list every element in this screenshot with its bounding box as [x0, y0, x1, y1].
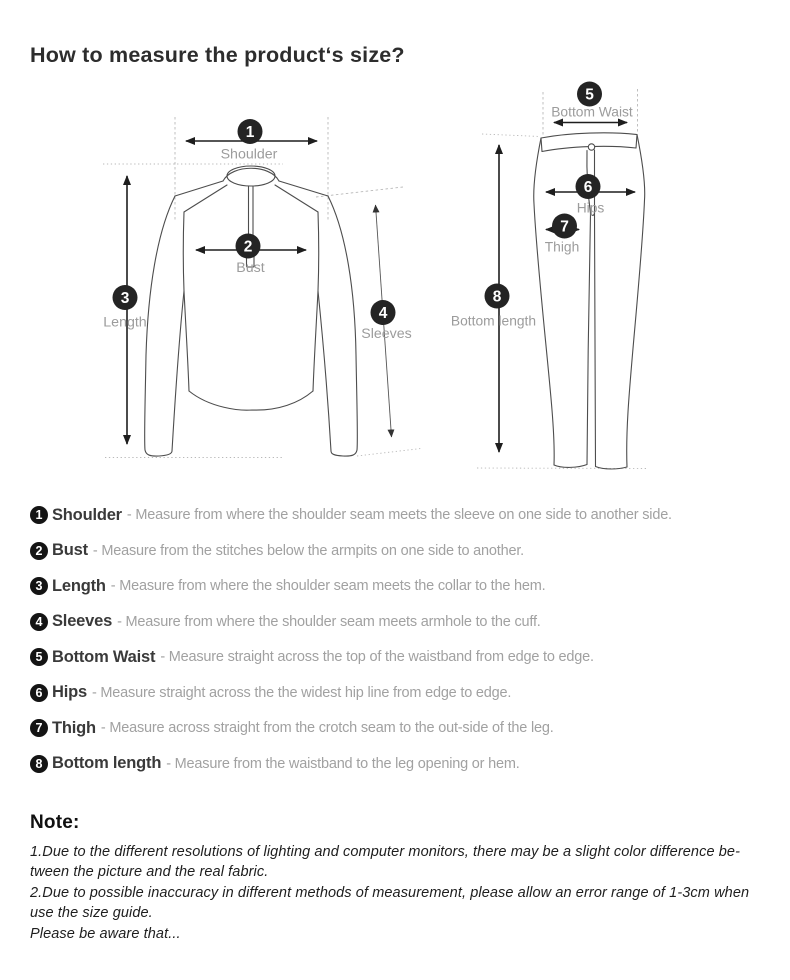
waist-button: [588, 144, 594, 150]
pants-outer-left: [534, 138, 554, 465]
thigh-badge: [552, 214, 577, 239]
note-heading: Note:: [30, 812, 80, 833]
note-line-2: tween the picture and the real fabric.: [30, 864, 269, 881]
item-number-badge: 8: [30, 755, 48, 773]
item-label: Shoulder: [52, 505, 122, 524]
item-description: - Measure across straight from the crotch seam to the out-side of the leg.: [100, 720, 554, 736]
pants-inner-left: [587, 214, 591, 465]
item-number-badge: 6: [30, 684, 48, 702]
armhole-left: [183, 212, 184, 291]
sleeves-badge-number: 4: [378, 305, 388, 322]
note-section: [30, 812, 775, 944]
bottom-length-guide-top: [482, 134, 540, 137]
bust-badge: [236, 234, 261, 259]
bottom-length-label: Bottom length: [450, 313, 537, 329]
item-label: Bottom Waist: [52, 647, 156, 666]
measurement-item-sleeves: [30, 612, 765, 632]
shirt-outline: [145, 166, 358, 456]
bust-badge-number: 2: [243, 238, 253, 256]
length-label: Length: [103, 314, 147, 331]
waistband-top: [541, 133, 637, 138]
shoulder-slope-right: [279, 181, 328, 196]
bottom-length-badge: [485, 284, 510, 309]
shoulder-badge-number: 1: [245, 124, 255, 141]
hips-label: Hips: [576, 200, 605, 216]
item-number-badge: 5: [30, 648, 48, 666]
length-badge: [113, 285, 138, 310]
item-description: - Measure straight across the top of the waistband from edge to edge.: [160, 649, 594, 665]
item-label: Bust: [52, 541, 88, 559]
leg-hem-left: [554, 465, 587, 468]
item-label: Bottom length: [52, 754, 162, 772]
leg-hem-right: [596, 467, 628, 470]
item-label: Sleeves: [52, 612, 113, 630]
pants-outer-right: [627, 135, 645, 468]
item-label: Length: [52, 576, 106, 595]
bottom-length-badge-number: 8: [492, 288, 502, 306]
page-title: How to measure the product‘s size?: [30, 43, 405, 67]
raglan-seam-left: [184, 185, 227, 212]
pants-arrows: [499, 123, 635, 453]
note-line-1: 1.Due to the different resolutions of lighting and computer monitors, there may be a slight color difference be-: [30, 844, 740, 860]
shirt-arrows: [127, 141, 392, 444]
bust-label: Bust: [236, 260, 265, 276]
measurement-list: [30, 505, 765, 789]
item-label: Hips: [52, 683, 87, 701]
measurement-item-shoulder: [30, 505, 765, 525]
hips-badge: [576, 174, 601, 199]
item-description: - Measure from where the shoulder seam meets armhole to the cuff.: [117, 613, 541, 630]
sleeve-left-inner: [172, 291, 184, 451]
body-side-right: [313, 291, 318, 391]
measurement-item-bust: [30, 541, 765, 561]
bottom-waist-badge: [577, 82, 602, 107]
sleeves-label: Sleeves: [361, 326, 412, 342]
length-badge-number: 3: [120, 290, 130, 307]
pants-guides: [477, 86, 646, 469]
bottom-waist-badge-number: 5: [585, 86, 594, 104]
sleeve-right-inner: [318, 291, 331, 451]
sleeve-left-outer: [145, 196, 175, 450]
item-description: - Measure from where the shoulder seam meets the sleeve on one side to another side.: [126, 507, 672, 523]
shoulder-badge: [238, 119, 263, 144]
item-description: - Measure from the stitches below the armpits on one side to another.: [92, 542, 524, 559]
sleeve-guide-top: [316, 187, 403, 197]
thigh-label: Thigh: [544, 239, 580, 255]
measurement-item-hips: [30, 683, 765, 703]
measurement-item-length: [30, 576, 765, 596]
bottom-waist-label: Bottom Waist: [551, 104, 633, 120]
shoulder-slope-left: [175, 181, 223, 196]
note-line-4: use the size guide.: [30, 905, 153, 922]
measurement-item-bottom-waist: [30, 647, 765, 667]
note-line-5: Please be aware that...: [30, 925, 181, 942]
hem: [189, 391, 313, 410]
armhole-right: [318, 212, 319, 291]
pants-inner-right: [595, 214, 596, 467]
item-description: - Measure straight across the the widest hip line from edge to edge.: [91, 684, 512, 701]
note-line-3: 2.Due to possible inaccuracy in different methods of measurement, please allow an error range of 1-3cm when: [30, 884, 750, 901]
raglan-seam-right: [275, 185, 318, 212]
item-description: - Measure from the waistband to the leg opening or hem.: [166, 755, 520, 772]
item-description: - Measure from where the shoulder seam meets the collar to the hem.: [110, 578, 546, 594]
hips-badge-number: 6: [583, 179, 593, 196]
cuff-left: [145, 450, 172, 456]
item-number-badge: 3: [30, 577, 48, 595]
sleeves-badge: [371, 300, 396, 325]
shoulder-label: Shoulder: [220, 146, 278, 163]
measurement-item-thigh: [30, 718, 765, 738]
item-number-badge: 4: [30, 613, 48, 631]
collar-opening: [227, 166, 275, 186]
body-side-left: [184, 291, 189, 391]
measurement-item-bottom-length: [30, 754, 765, 774]
item-number-badge: 1: [30, 506, 48, 524]
cuff-right: [331, 450, 357, 456]
thigh-badge-number: 7: [560, 218, 569, 236]
item-number-badge: 2: [30, 542, 48, 560]
item-number-badge: 7: [30, 719, 48, 737]
sleeve-right-outer: [328, 196, 357, 450]
sleeve-guide-bottom: [357, 449, 421, 457]
item-label: Thigh: [52, 718, 96, 737]
